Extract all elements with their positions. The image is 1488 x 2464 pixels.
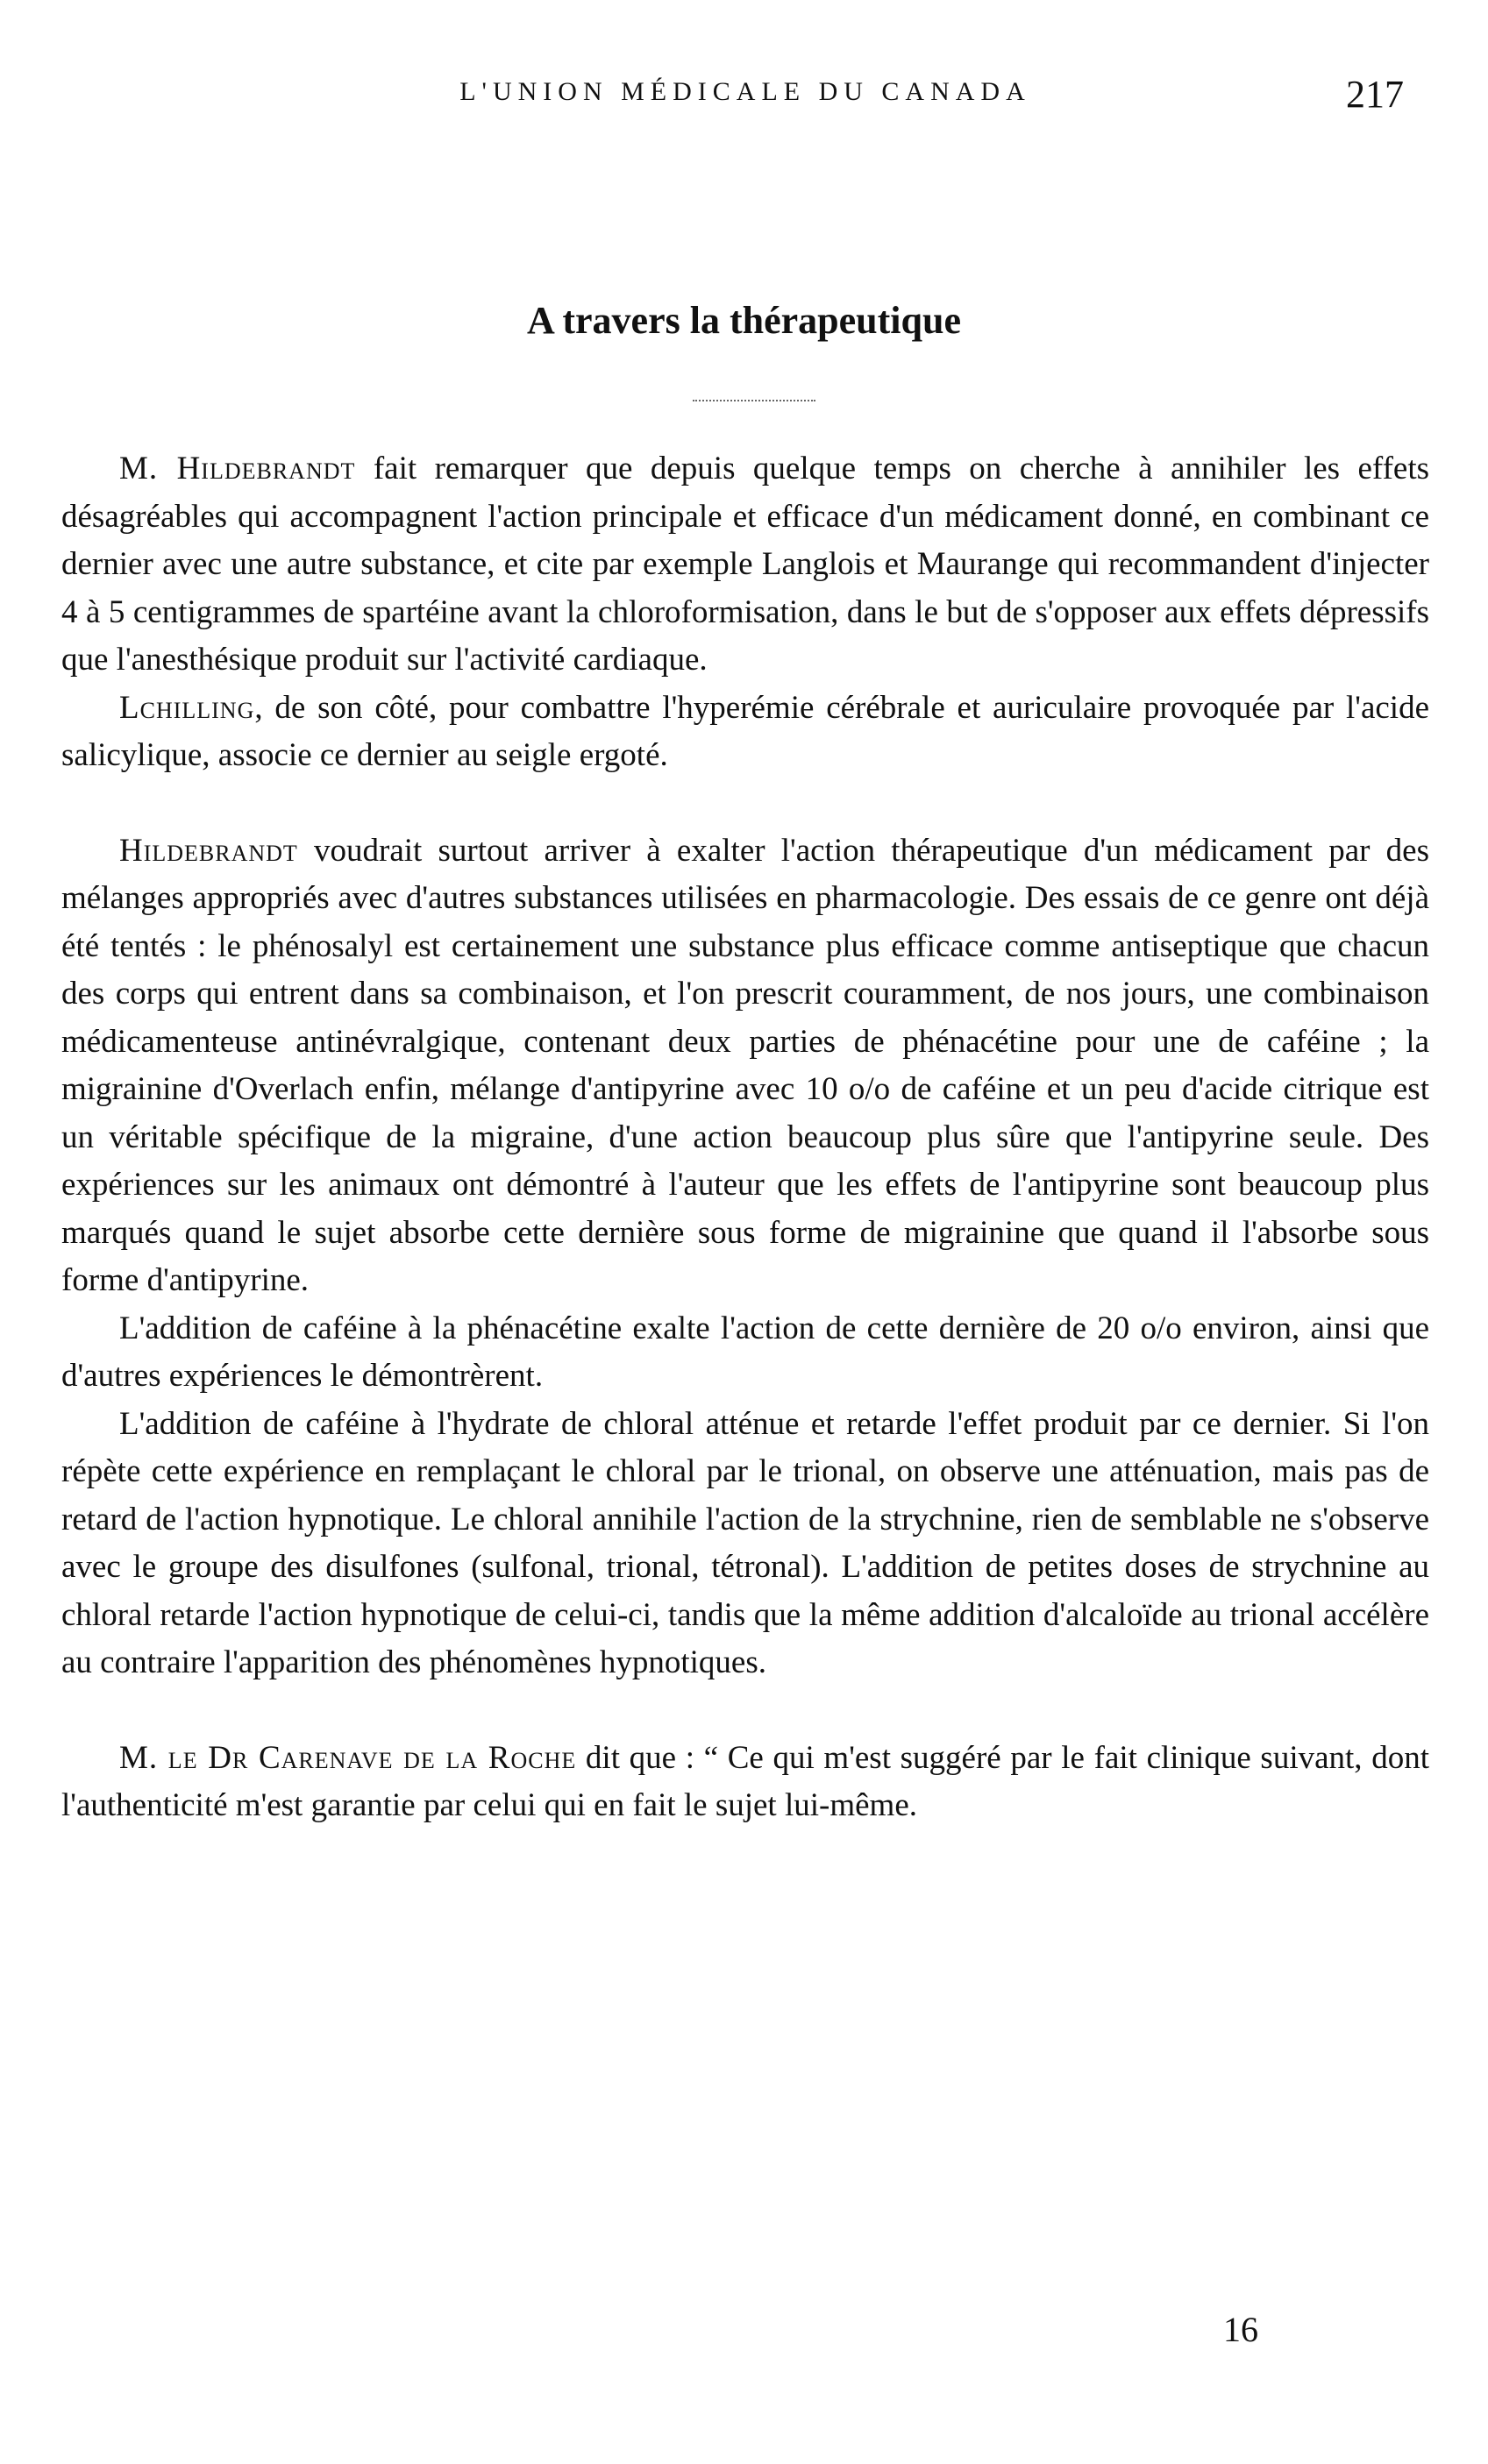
paragraph-4-text: L'addition de caféine à la phénacétine exalte l'action de cette dernière de 20 o/o environ, ainsi que d'autres expériences le démontrèrent.	[61, 1310, 1429, 1394]
author-carenave-lead: M. le Dr Carenave de la Roche	[119, 1739, 577, 1776]
paragraph-1-text: fait remarquer que depuis quelque temps on cherche à annihiler les effets désagréables qui accompagnent l'action principale et efficace d'un médicament donné, en combinant ce dernier avec une autre substance, et cite par exemple Langlois et Maurange qui recommandent d'injecter 4 à 5 centigrammes de spartéine avant la chloroformisation, dans le but de s'opposer aux effets dépressifs que l'anesthésique produit sur l'activité cardiaque.	[61, 451, 1429, 678]
paragraph-2	[61, 685, 1429, 780]
paragraph-2-text: , de son côté, pour combattre l'hyperémie cérébrale et auriculaire provoquée par l'acide salicylique, associe ce dernier au seigle ergoté.	[61, 689, 1429, 773]
paragraph-6	[61, 1735, 1429, 1830]
section-title: A travers la thérapeutique	[527, 299, 961, 342]
section-divider	[693, 400, 815, 401]
paragraph-3-text: voudrait surtout arriver à exalter l'action thérapeutique d'un médicament par des mélanges appropriés avec d'autres substances utilisées en pharmacologie. Des essais de ce genre ont déjà été tentés : le phénosalyl est certainement une substance plus efficace comme antiseptique que chacun des corps qui entrent dans sa combinaison, et l'on prescrit couramment, de nos jours, une combinaison médicamenteuse antinévralgique, contenant deux parties de phénacétine pour une de caféine ; la migrainine d'Overlach enfin, mélange d'antipyrine avec 10 o/o de caféine et un peu d'acide citrique est un véritable spécifique de la migraine, d'une action beaucoup plus sûre que l'antipyrine seule. Des expériences sur les animaux ont démontré à l'auteur que les effets de l'antipyrine sont beaucoup plus marqués quand le sujet absorbe cette dernière sous forme de migrainine que quand il l'absorbe sous forme d'antipyrine.	[61, 832, 1429, 1298]
paragraph-6-text: dit que : “ Ce qui m'est suggéré par le fait clinique suivant, dont l'authenticité m'est garantie par celui qui en fait le sujet lui-même.	[61, 1739, 1429, 1823]
article-body	[61, 445, 1429, 1830]
journal-title: L'UNION MÉDICALE DU CANADA	[459, 77, 1031, 106]
paragraph-5	[61, 1401, 1429, 1687]
author-hildebrandt-lead: M. Hildebrandt	[119, 451, 356, 486]
paragraph-1	[61, 445, 1429, 685]
page-number: 217	[1346, 73, 1404, 116]
running-head	[0, 73, 1488, 130]
author-hildebrandt-lead-2: Hildebrandt	[119, 832, 298, 869]
author-schilling-lead: Lchilling	[119, 689, 255, 726]
paragraph-3	[61, 827, 1429, 1305]
paragraph-5-text: L'addition de caféine à l'hydrate de chloral atténue et retarde l'effet produit par ce dernier. Si l'on répète cette expérience en remplaçant le chloral par le trional, on observe une atténuation, mais pas de retard de l'action hypnotique. Le chloral annihile l'action de la strychnine, rien de semblable ne s'observe avec le groupe des disulfones (sulfonal, trional, tétronal). L'addition de petites doses de strychnine au chloral retarde l'action hypnotique de celui-ci, tandis que la même addition d'alcaloïde au trional accélère au contraire l'apparition des phénomènes hypnotiques.	[61, 1405, 1429, 1680]
signature-mark: 16	[1223, 2310, 1258, 2349]
paragraph-4	[61, 1305, 1429, 1401]
